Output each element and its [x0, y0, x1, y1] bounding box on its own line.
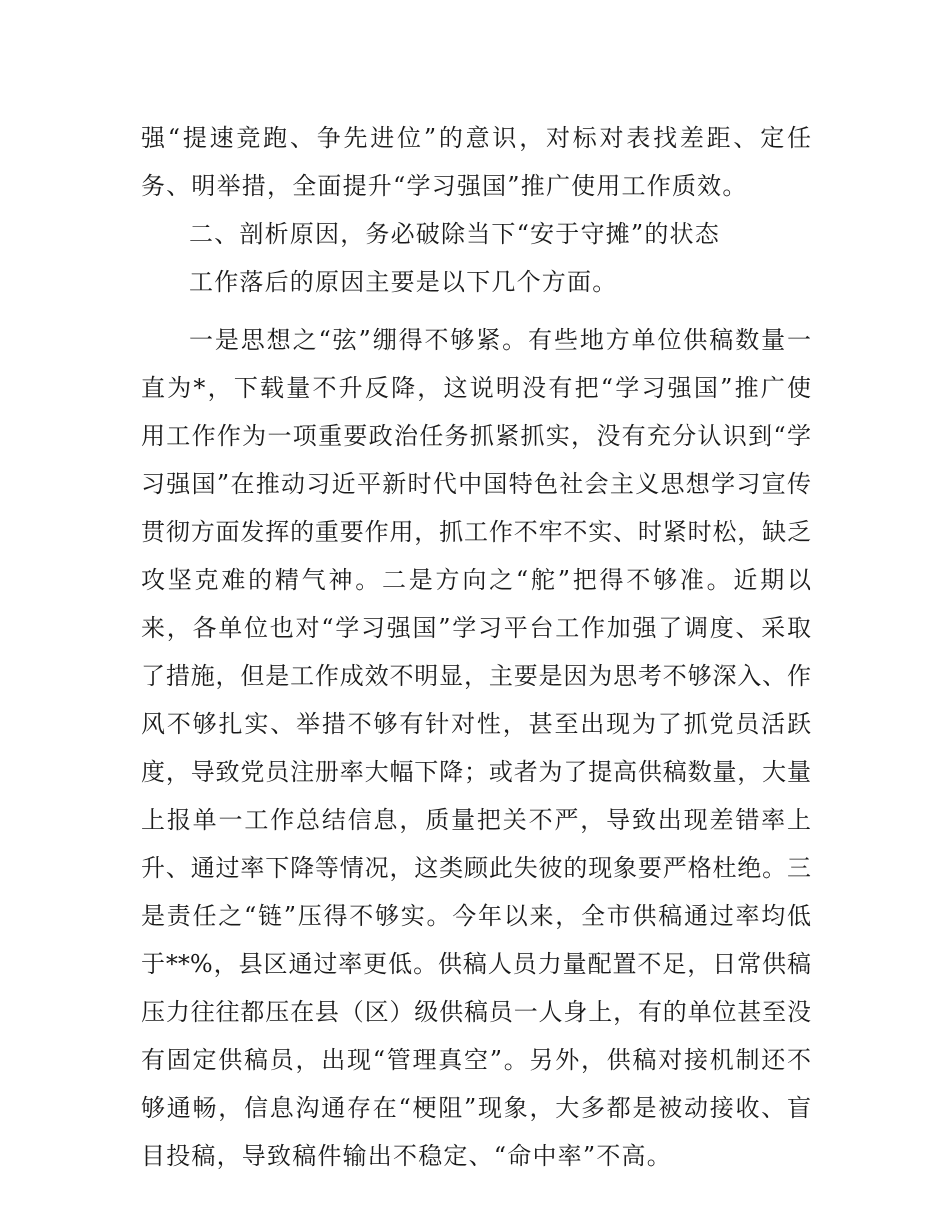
paragraph-line: 务、明举措，全面提升“学习强国”推广使用工作质效。: [141, 172, 748, 200]
paragraph-line: 贯彻方面发挥的重要作用，抓工作不牢不实、时紧时松，缺乏: [141, 518, 811, 546]
paragraph-line: 直为*，下载量不升反降，这说明没有把“学习强国”推广使: [141, 374, 811, 402]
paragraph-line: 来，各单位也对“学习强国”学习平台工作加强了调度、采取: [141, 614, 811, 642]
paragraph-line: 一是思想之“弦”绷得不够紧。有些地方单位供稿数量一: [189, 326, 811, 354]
paragraph-line: 风不够扎实、举措不够有针对性，甚至出现为了抓党员活跃: [141, 710, 811, 738]
paragraph-line: 度，导致党员注册率大幅下降；或者为了提高供稿数量，大量: [141, 758, 811, 786]
paragraph-line: 用工作作为一项重要政治任务抓紧抓实，没有充分认识到“学: [141, 422, 811, 450]
paragraph-line: 于**%，县区通过率更低。供稿人员力量配置不足，日常供稿: [141, 950, 811, 978]
paragraph-line: 升、通过率下降等情况，这类顾此失彼的现象要严格杜绝。三: [141, 854, 811, 882]
paragraph-line: 了措施，但是工作成效不明显，主要是因为思考不够深入、作: [141, 662, 811, 690]
paragraph-line: 有固定供稿员，出现“管理真空”。另外，供稿对接机制还不: [141, 1046, 811, 1074]
paragraph-line: 是责任之“链”压得不够实。今年以来，全市供稿通过率均低: [141, 902, 811, 930]
paragraph-line: 压力往往都压在县（区）级供稿员一人身上，有的单位甚至没: [141, 998, 811, 1026]
paragraph-line: 目投稿，导致稿件输出不稳定、“命中率”不高。: [141, 1142, 672, 1170]
paragraph-line: 工作落后的原因主要是以下几个方面。: [189, 268, 618, 296]
paragraph-line: 习强国”在推动习近平新时代中国特色社会主义思想学习宣传: [141, 470, 811, 498]
paragraph-line: 攻坚克难的精气神。二是方向之“舵”把得不够准。近期以: [141, 566, 811, 594]
paragraph-line: 够通畅，信息沟通存在“梗阻”现象，大多都是被动接收、盲: [141, 1094, 811, 1122]
paragraph-line: 上报单一工作总结信息，质量把关不严，导致出现差错率上: [141, 806, 811, 834]
section-heading: 二、剖析原因，务必破除当下“安于守摊”的状态: [189, 220, 720, 248]
paragraph-line: 强“提速竞跑、争先进位”的意识，对标对表找差距、定任: [141, 124, 811, 152]
